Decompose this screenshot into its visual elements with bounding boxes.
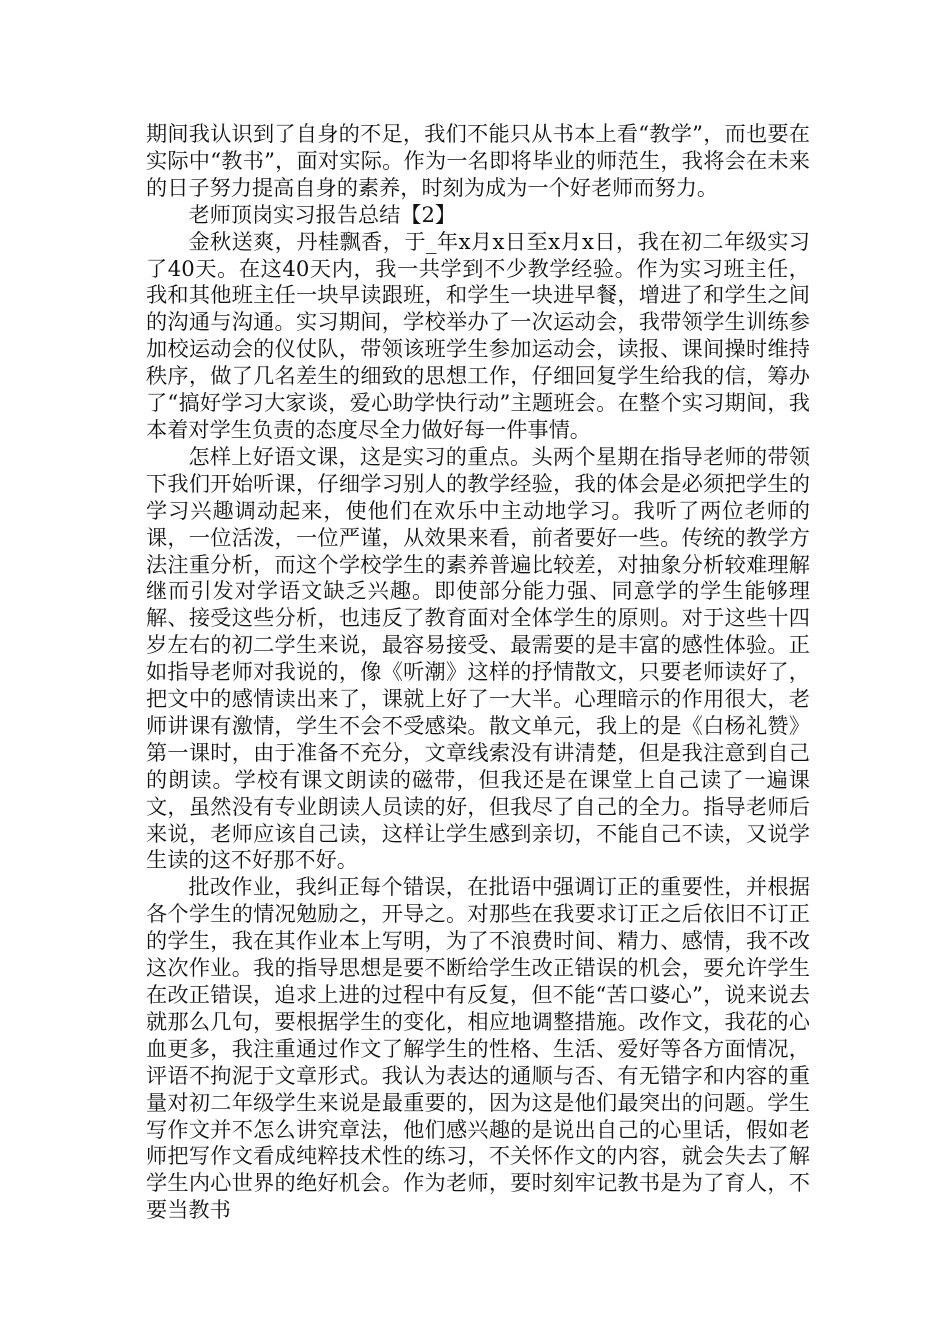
paragraph-continuation: 期间我认识到了自身的不足，我们不能只从书本上看“教学”，而也要在实际中“教书”，面对实际。作为一名即将毕业的师范生，我将会在未来的日子努力提高自身的素养，时刻为成为一个好老师而努力。 [146,121,810,200]
paragraph-chinese-class: 怎样上好语文课，这是实习的重点。头两个星期在指导老师的带领下我们开始听课，仔细学习别人的教学经验，我的体会是必须把学生的学习兴趣调动起来，使他们在欢乐中主动地学习。我听了两位老师的课，一位活泼，一位严谨，从效果来看，前者要好一些。传统的教学方法注重分析，而这个学校学生的素养普遍比较差，对抽象分析较难理解继而引发对学语文缺乏兴趣。即使部分能力强、同意学的学生能够理解、接受这些分析，也违反了教育面对全体学生的原则。对于这些十四岁左右的初二学生来说，最容易接受、最需要的是丰富的感性体验。正如指导老师对我说的，像《听潮》这样的抒情散文，只要老师读好了，把文中的感情读出来了，课就上好了一大半。心理暗示的作用很大，老师讲课有激情，学生不会不受感染。散文单元，我上的是《白杨礼赞》第一课时，由于准备不充分，文章线索没有讲清楚，但是我注意到自己的朗读。学校有课文朗读的磁带，但我还是在课堂上自己读了一遍课文，虽然没有专业朗读人员读的好，但我尽了自己的全力。指导老师后来说，老师应该自己读，这样让学生感到亲切，不能自己不读，又说学生读的这不好那不好。 [146,443,810,873]
paragraph-internship-overview: 金秋送爽，丹桂飘香，于_年x月x日至x月x日，我在初二年级实习了40天。在这40天内，我一共学到不少教学经验。作为实习班主任，我和其他班主任一块早读跟班，和学生一块进早餐，增进了和学生之间的沟通与沟通。实习期间，学校举办了一次运动会，我带领学生训练参加校运动会的仪仗队，带领该班学生参加运动会，读报、课间操时维持秩序，做了几名差生的细致的思想工作，仔细回复学生给我的信，筹办了“搞好学习大家谈，爱心助学快行动”主题班会。在整个实习期间，我本着对学生负责的态度尽全力做好每一件事情。 [146,228,810,442]
document-page [146,121,810,1224]
paragraph-homework-grading: 批改作业，我纠正每个错误，在批语中强调订正的重要性，并根据各个学生的情况勉励之，开导之。对那些在我要求订正之后依旧不订正的学生，我在其作业本上写明，为了不浪费时间、精力、感情，我不改这次作业。我的指导思想是要不断给学生改正错误的机会，要允许学生在改正错误，追求上进的过程中有反复，但不能“苦口婆心”，说来说去就那么几句，要根据学生的变化，相应地调整措施。改作文，我花的心血更多，我注重通过作文了解学生的性格、生活、爱好等各方面情况，评语不拘泥于文章形式。我认为表达的通顺与否、有无错字和内容的重量对初二年级学生来说是最重要的，因为这是他们最突出的问题。学生写作文并不怎么讲究章法，他们感兴趣的是说出自己的心里话，假如老师把写作文看成纯粹技术性的练习，不关怀作文的内容，就会失去了解学生内心世界的绝好机会。作为老师，要时刻牢记教书是为了育人，不要当教书 [146,874,810,1223]
section-heading: 老师顶岗实习报告总结【2】 [188,201,457,227]
